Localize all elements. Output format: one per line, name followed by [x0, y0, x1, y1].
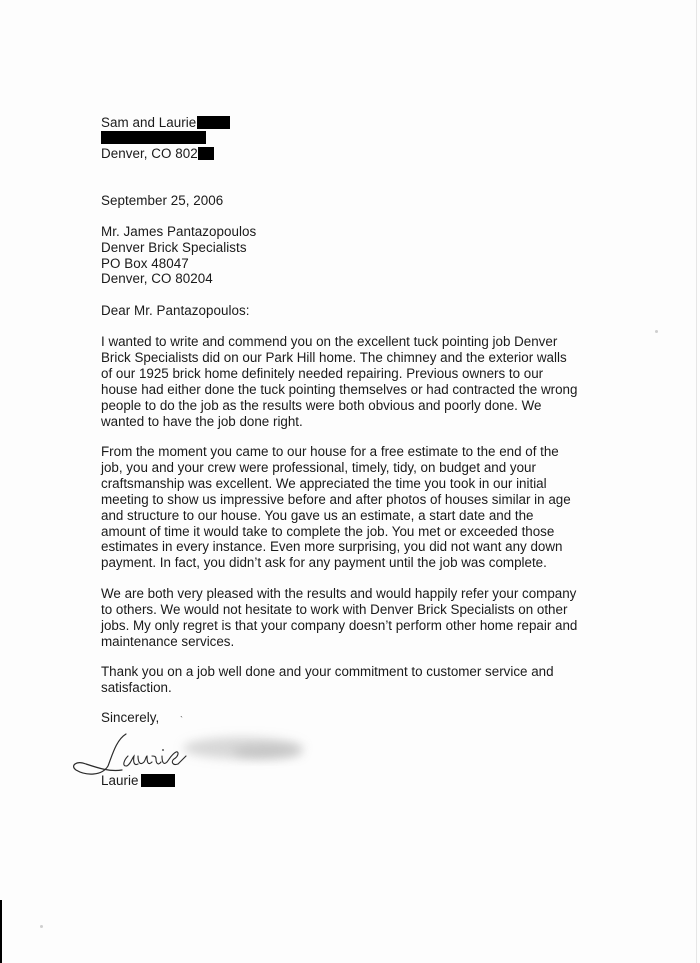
recipient-name: Mr. James Pantazopoulos [101, 224, 257, 239]
paragraph-line: estimates in every instance. Even more surprising, you did not want any down [101, 539, 563, 555]
sender-city: Denver, CO 802 [101, 146, 198, 161]
recipient-company: Denver Brick Specialists [101, 240, 247, 255]
paragraph-line: and structure to our house. You gave us an estimate, a start date and the [101, 507, 534, 523]
scan-speck [655, 330, 658, 333]
paragraph-line: payment. In fact, you didn’t ask for any payment until the job was complete. [101, 555, 547, 571]
paragraph-line: satisfaction. [101, 679, 172, 695]
body-paragraph-2 [101, 444, 601, 571]
paragraph-line: We are both very pleased with the results and would happily refer your company [101, 586, 577, 601]
sender-name-line [101, 115, 230, 131]
signer-name-line [101, 773, 175, 789]
paragraph-line: I wanted to write and commend you on the excellent tuck pointing job Denver [101, 334, 558, 349]
paragraph-line: job, you and your crew were professional, timely, tidy, on budget and your [101, 459, 536, 475]
salutation: Dear Mr. Pantazopoulos: [101, 303, 250, 318]
paragraph-line: jobs. My only regret is that your company doesn’t perform other home repair and [101, 617, 578, 633]
paragraph-line: to others. We would not hesitate to work with Denver Brick Specialists on other [101, 601, 568, 617]
signer-name: Laurie [101, 773, 139, 788]
paragraph-line: craftsmanship was excellent. We appreciated the time you took in our initial [101, 475, 547, 491]
sender-name: Sam and Laurie [101, 115, 197, 130]
scan-edge-mark [0, 900, 2, 963]
paragraph-line: wanted to have the job done right. [101, 413, 303, 429]
recipient-city-line: Denver, CO 80204 [101, 271, 213, 286]
closing: Sincerely, [101, 710, 160, 725]
paragraph-line: amount of time it would take to complete the job. You met or exceeded those [101, 523, 555, 539]
sender-street-line [101, 130, 206, 146]
sender-city-line [101, 146, 214, 162]
redaction-bar [141, 774, 175, 787]
paragraph-line: of our 1925 brick home definitely needed repairing. Previous owners to our [101, 365, 544, 381]
redaction-bar [198, 147, 214, 160]
paragraph-line: Brick Specialists did on our Park Hill home. The chimney and the exterior walls [101, 349, 567, 365]
body-paragraph-4 [101, 664, 601, 696]
paragraph-line: maintenance services. [101, 633, 235, 649]
scan-speck [40, 925, 43, 928]
paragraph-line: house had either done the tuck pointing themselves or had contracted the wrong [101, 381, 578, 397]
recipient-po-box: PO Box 48047 [101, 256, 189, 271]
paragraph-line: people to do the job as the results were both obvious and poorly done. We [101, 397, 542, 413]
redaction-bar [101, 131, 206, 144]
paragraph-line: Thank you on a job well done and your commitment to customer service and [101, 664, 554, 679]
scan-edge-shadow [696, 0, 697, 963]
stray-mark: ` [180, 715, 184, 725]
redaction-bar [197, 116, 230, 129]
paragraph-line: meeting to show us impressive before and after photos of houses similar in age [101, 491, 571, 507]
paragraph-line: From the moment you came to our house for a free estimate to the end of the [101, 444, 559, 459]
body-paragraph-1 [101, 334, 601, 429]
letter-date: September 25, 2006 [101, 193, 224, 208]
body-paragraph-3 [101, 586, 601, 650]
